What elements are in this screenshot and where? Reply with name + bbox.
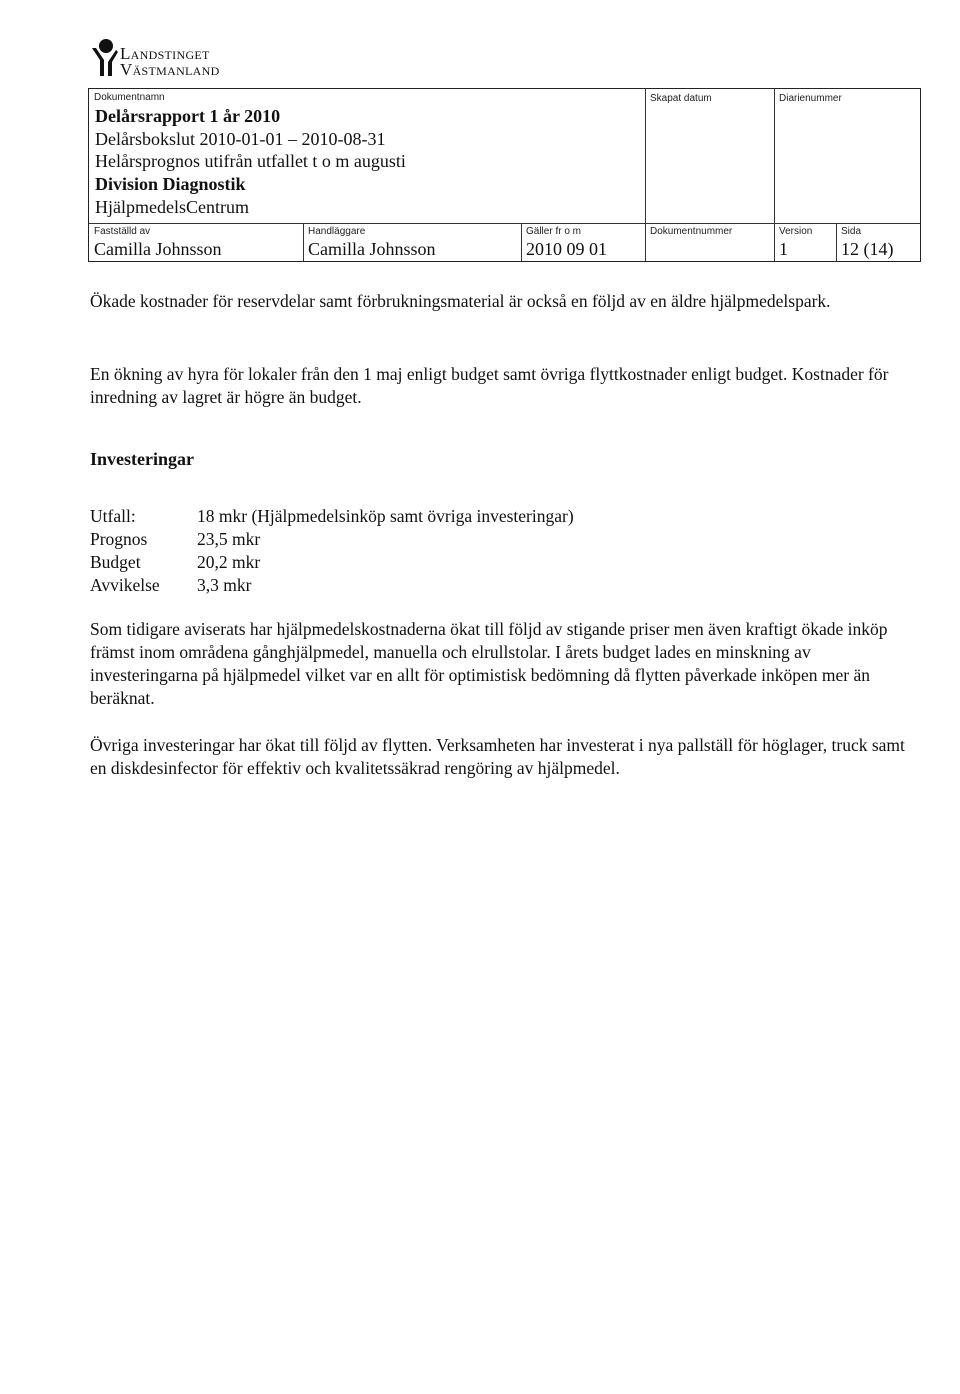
investment-value: 20,2 mkr xyxy=(197,552,261,572)
investment-label: Avvikelse xyxy=(90,575,160,595)
paragraph-text: Övriga investeringar har ökat till följd av flytten. Verksamheten har investerat i nya pallställ för höglager, truck samt en diskdesinfector för effektiv och kvalitetssäkrad rengöring av hjälpmedel. xyxy=(90,735,905,778)
page-label: Sida xyxy=(841,226,862,237)
doc-number-label: Dokumentnummer xyxy=(650,226,733,237)
doc-subtitle: Helårsprognos utifrån utfallet t o m augusti xyxy=(95,151,406,171)
diary-number-label: Diarienummer xyxy=(779,93,842,104)
investment-value: 3,3 mkr xyxy=(197,575,252,595)
document-header-table xyxy=(88,88,921,262)
divider xyxy=(774,89,775,261)
divider xyxy=(89,223,920,224)
divider xyxy=(303,223,304,261)
valid-from-value: 2010 09 01 xyxy=(526,239,607,259)
paragraph-text: Ökade kostnader för reservdelar samt förbrukningsmaterial är också en följd av en äldre hjälpmedelspark. xyxy=(90,291,831,311)
investment-value: 23,5 mkr xyxy=(197,529,261,549)
investment-label: Utfall: xyxy=(90,506,136,526)
doc-division: Division Diagnostik xyxy=(95,174,246,194)
divider xyxy=(836,223,837,261)
paragraph xyxy=(90,618,910,710)
paragraph-text: En ökning av hyra för lokaler från den 1 maj enligt budget samt övriga flyttkostnader enligt budget. Kostnader för inredning av lagret är högre än budget. xyxy=(90,364,889,407)
doc-name-label: Dokumentnamn xyxy=(94,92,165,103)
page-number: 12 (14) xyxy=(841,239,894,259)
doc-title: Delårsrapport 1 år 2010 xyxy=(95,106,281,126)
section-heading-investments: Investeringar xyxy=(90,449,194,469)
handler-label: Handläggare xyxy=(308,226,366,237)
handler-value: Camilla Johnsson xyxy=(308,239,436,259)
investment-label: Prognos xyxy=(90,529,148,549)
established-by-label: Fastställd av xyxy=(94,226,151,237)
paragraph xyxy=(90,363,910,409)
logo-text-line2: Västmanland xyxy=(120,60,220,79)
doc-subtitle: Delårsbokslut 2010-01-01 – 2010-08-31 xyxy=(95,129,386,149)
valid-from-label: Gäller fr o m xyxy=(526,226,582,237)
version-label: Version xyxy=(779,226,813,237)
logo-text-line1: Landstinget xyxy=(120,44,210,63)
paragraph xyxy=(90,290,910,313)
divider xyxy=(645,89,646,261)
investment-value: 18 mkr (Hjälpmedelsinköp samt övriga investeringar) xyxy=(197,506,574,526)
investment-label: Budget xyxy=(90,552,141,572)
doc-unit: HjälpmedelsCentrum xyxy=(95,197,249,217)
landsting-logo-icon xyxy=(90,38,118,78)
paragraph xyxy=(90,734,910,780)
established-by-value: Camilla Johnsson xyxy=(94,239,222,259)
created-date-label: Skapat datum xyxy=(650,93,712,104)
organization-logo xyxy=(90,38,330,86)
divider xyxy=(521,223,522,261)
paragraph-text: Som tidigare aviserats har hjälpmedelskostnaderna ökat till följd av stigande priser men även kraftigt ökade inköp främst inom områdena gånghjälpmedel, manuella och elrullstolar. I årets budget lades en minskning av investeringarna på hjälpmedel vilket var en allt för optimistisk bedömning då flytten påverkade inköpen mer än beräknat. xyxy=(90,619,888,708)
version-value: 1 xyxy=(779,239,788,259)
